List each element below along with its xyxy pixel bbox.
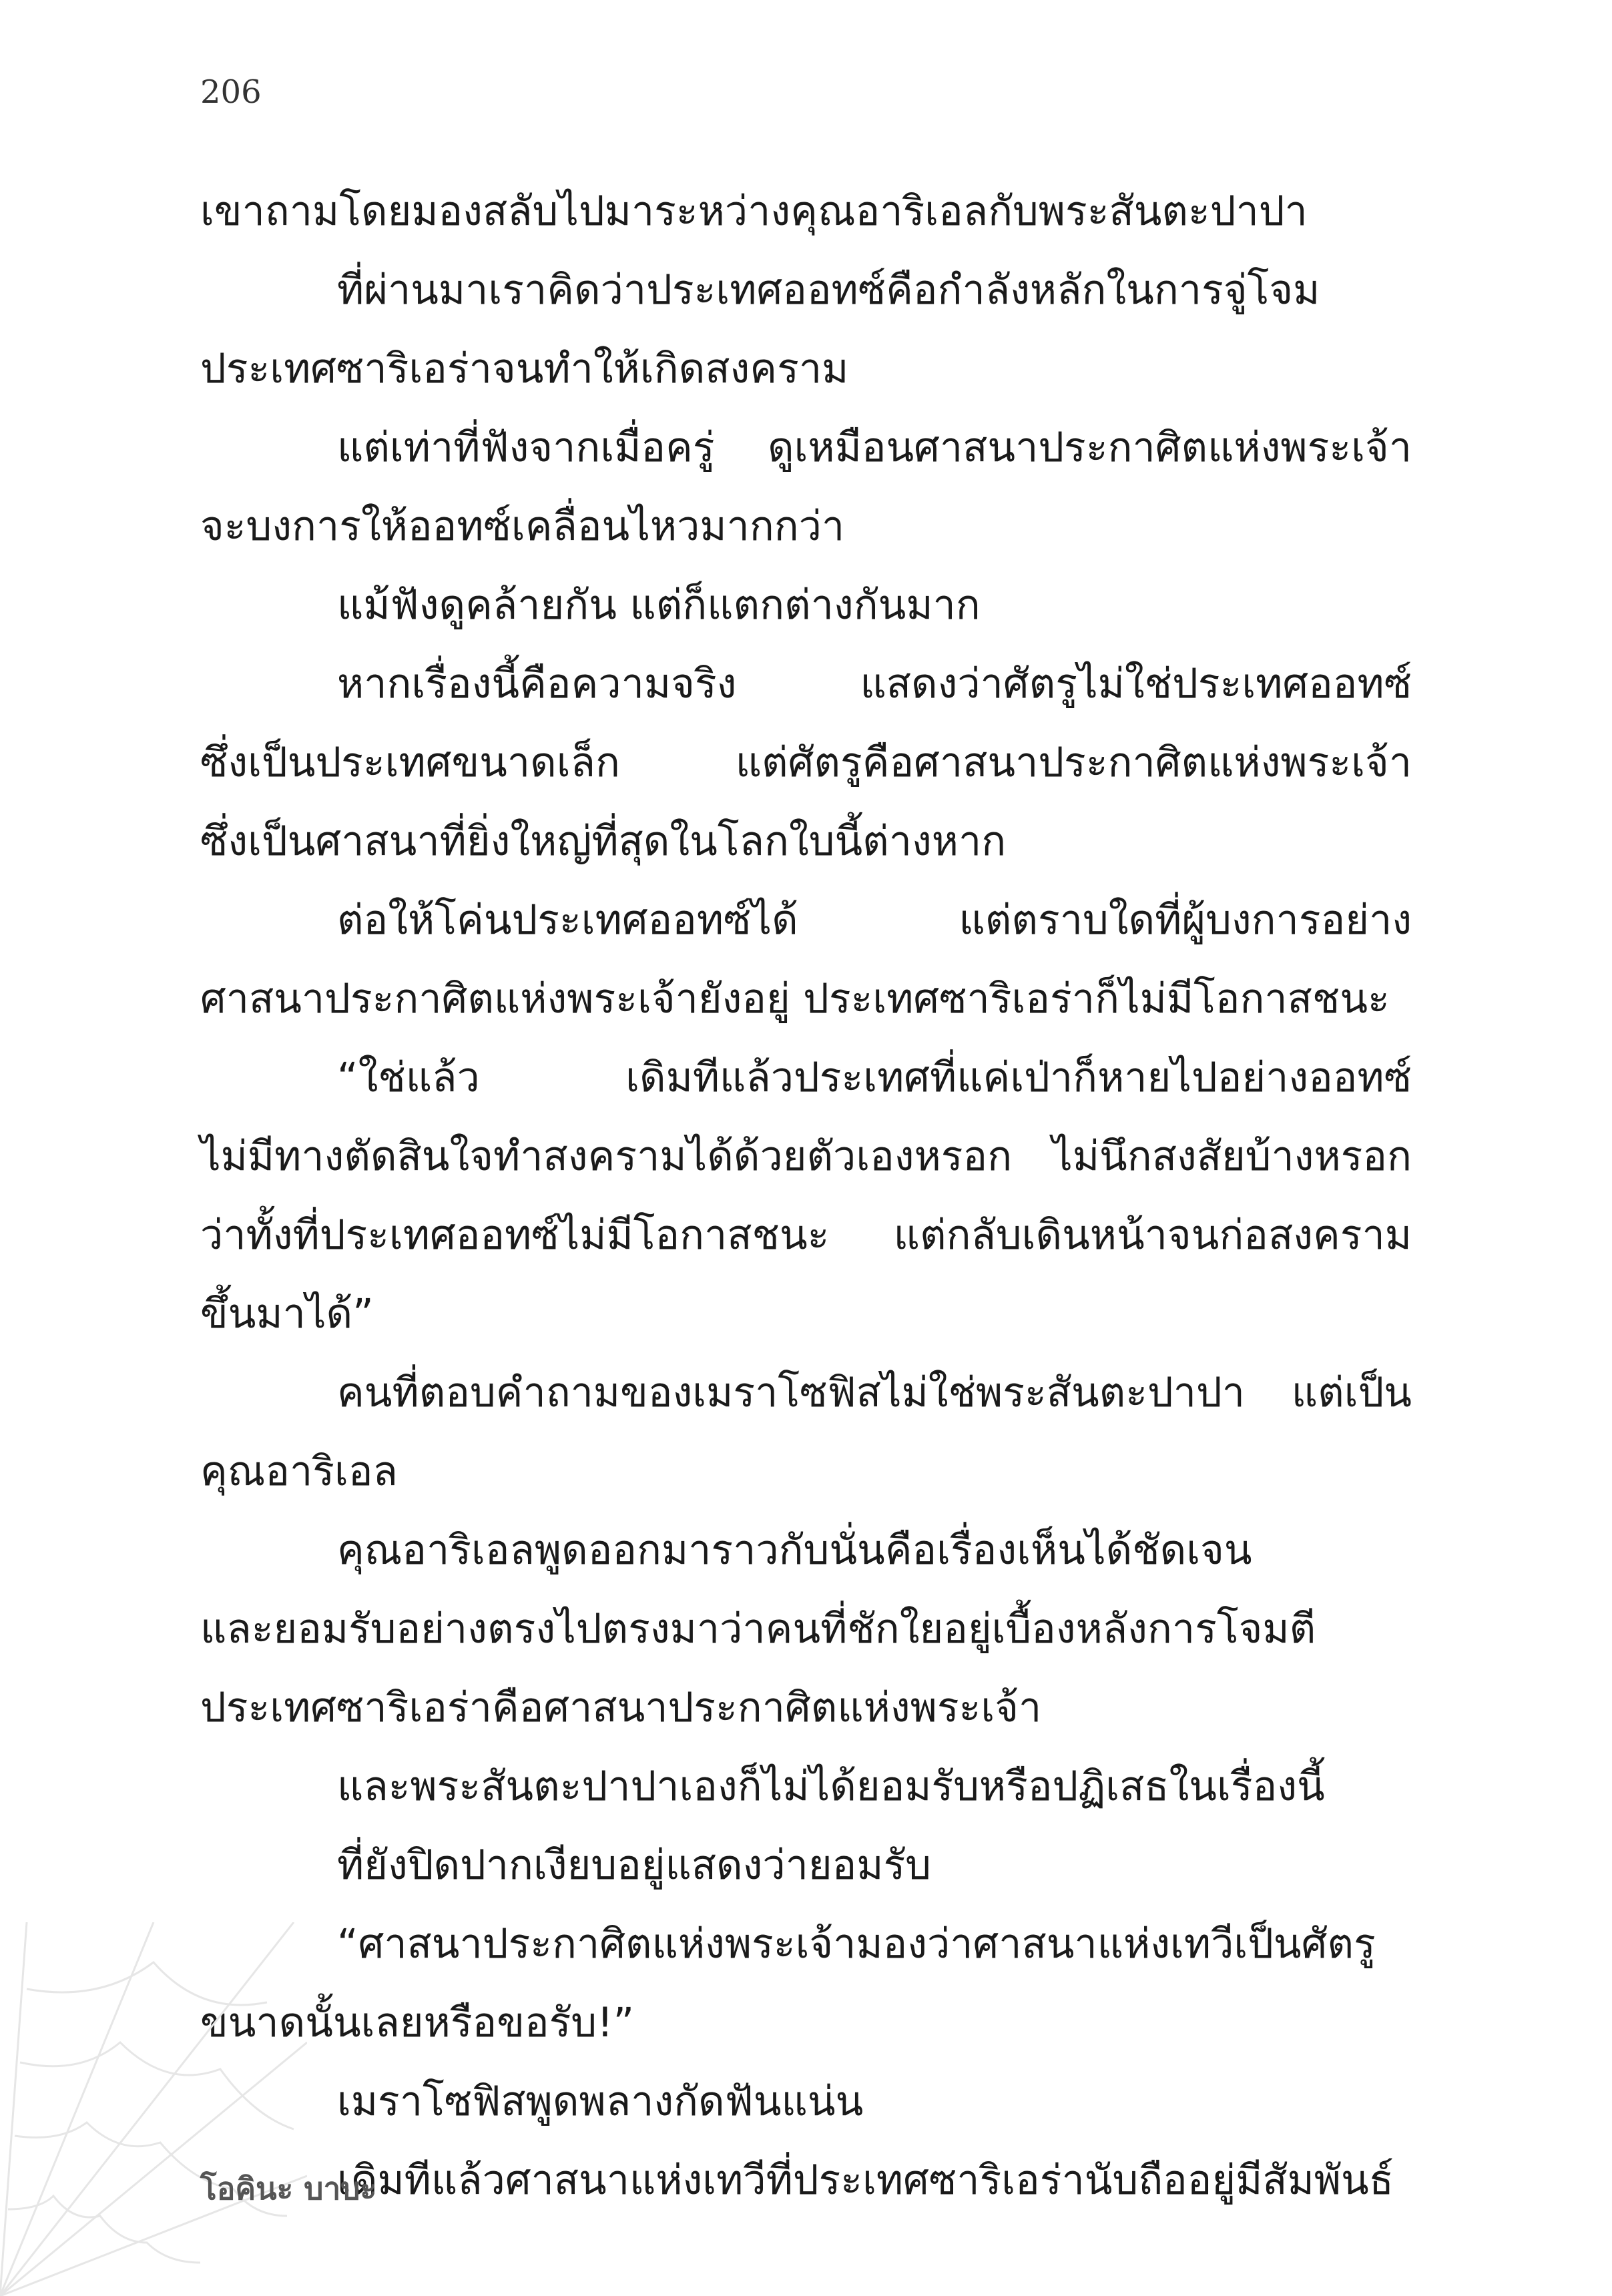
text-chunk: ต่อให้โค่นประเทศออทซ์ได้ (337, 896, 798, 944)
text-chunk: หากเรื่องนี้คือความจริง (337, 660, 737, 707)
text-chunk: คนที่ตอบคำถามของเมราโซฟิสไม่ใช่พระสันตะปาปา (337, 1369, 1245, 1416)
text-chunk: แต่กลับเดินหน้าจนก่อสงคราม (893, 1211, 1412, 1259)
text-chunk: แต่เท่าที่ฟังจากเมื่อครู่ (337, 424, 715, 471)
text-chunk: ว่าทั้งที่ประเทศออทซ์ไม่มีโอกาสชนะ (200, 1211, 830, 1259)
text-line (200, 1354, 1412, 1432)
footer-author: โอคินะ บาบะ (200, 2171, 377, 2207)
text-line: เขาถามโดยมองสลับไปมาระหว่างคุณอาริเอลกับพระสันตะปาปา (200, 188, 1308, 235)
text-chunk: แต่เป็น (1291, 1369, 1412, 1416)
body-text (200, 172, 1412, 2220)
text-line (200, 645, 1412, 724)
text-line: ประเทศซาริเอร่าคือศาสนาประกาศิตแห่งพระเจ้า (200, 1684, 1042, 1731)
text-line: ซึ่งเป็นศาสนาที่ยิ่งใหญ่ที่สุดในโลกใบนี้ต่างหาก (200, 818, 1007, 865)
text-line: เดิมทีแล้วศาสนาแห่งเทวีที่ประเทศซาริเอร่านับถืออยู่มีสัมพันธ์ (337, 2157, 1394, 2204)
text-line: ขึ้นมาได้” (200, 1290, 374, 1338)
text-line: ขนาดนั้นเลยหรือขอรับ!” (200, 1999, 635, 2046)
text-line: คุณอาริเอลพูดออกมาราวกับนั่นคือเรื่องเห็นได้ชัดเจน (337, 1526, 1252, 1574)
text-chunk: ไม่มีทางตัดสินใจทำสงครามได้ด้วยตัวเองหรอก (200, 1133, 1013, 1180)
text-line: ที่ผ่านมาเราคิดว่าประเทศออทซ์คือกำลังหลักในการจู่โจม (337, 266, 1320, 314)
text-line (200, 1039, 1412, 1117)
text-line: จะบงการให้ออทซ์เคลื่อนไหวมากกว่า (200, 503, 845, 550)
text-line: “ศาสนาประกาศิตแห่งพระเจ้ามองว่าศาสนาแห่งเทวีเป็นศัตรู (337, 1920, 1376, 1968)
text-chunk: เดิมทีแล้วประเทศที่แค่เป่าก็หายไปอย่างออทซ์ (625, 1054, 1412, 1101)
text-chunk: ซึ่งเป็นประเทศขนาดเล็ก (200, 739, 620, 786)
text-line: ที่ยังปิดปากเงียบอยู่แสดงว่ายอมรับ (337, 1841, 931, 1889)
text-line (200, 408, 1412, 487)
text-chunk: ดูเหมือนศาสนาประกาศิตแห่งพระเจ้า (767, 424, 1412, 471)
text-line: และยอมรับอย่างตรงไปตรงมาว่าคนที่ชักใยอยู่เบื้องหลังการโจมตี (200, 1605, 1316, 1653)
text-line: ศาสนาประกาศิตแห่งพระเจ้ายังอยู่ ประเทศซาริเอร่าก็ไม่มีโอกาสชนะ (200, 975, 1390, 1023)
text-chunk: แต่ศัตรูคือศาสนาประกาศิตแห่งพระเจ้า (735, 739, 1412, 786)
text-chunk: แสดงว่าศัตรูไม่ใช่ประเทศออทซ์ (860, 660, 1412, 707)
text-chunk: “ใช่แล้ว (337, 1054, 480, 1101)
text-line (200, 1196, 1412, 1275)
text-chunk: ไม่นึกสงสัยบ้างหรอก (1052, 1133, 1412, 1180)
text-line (200, 1117, 1412, 1196)
text-line (200, 881, 1412, 960)
text-line: ประเทศซาริเอร่าจนทำให้เกิดสงคราม (200, 345, 849, 392)
text-line: แม้ฟังดูคล้ายกัน แต่ก็แตกต่างกันมาก (337, 581, 981, 629)
spider-web-decoration (0, 1922, 307, 2296)
text-line: และพระสันตะปาปาเองก็ไม่ได้ยอมรับหรือปฏิเสธในเรื่องนี้ (337, 1763, 1325, 1810)
text-line: คุณอาริเอล (200, 1448, 398, 1495)
text-line: เมราโซฟิสพูดพลางกัดฟันแน่น (337, 2078, 864, 2125)
page-number: 206 (200, 73, 262, 111)
text-chunk: แต่ตราบใดที่ผู้บงการอย่าง (959, 896, 1412, 944)
text-line (200, 724, 1412, 802)
